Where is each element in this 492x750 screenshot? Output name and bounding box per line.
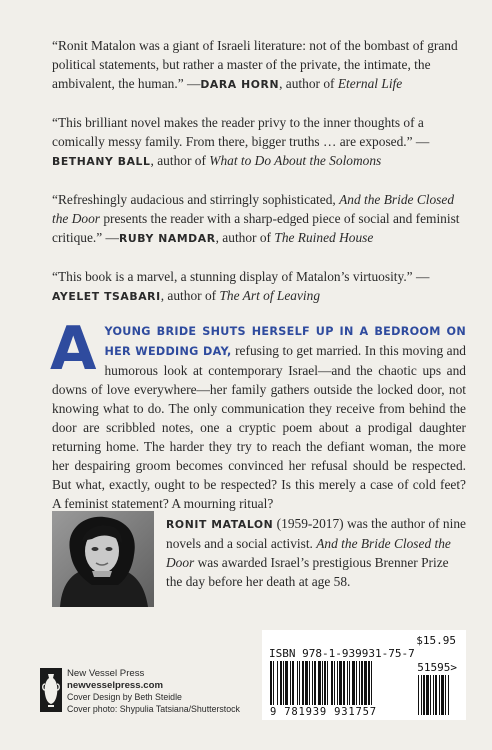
blurb-work-title: Eternal Life: [337, 76, 403, 91]
barcode-bar: [364, 661, 367, 705]
cover-design-credit: Cover Design by Beth Steidle: [67, 692, 182, 702]
barcode-bar: [309, 661, 310, 705]
author-photo: [52, 511, 154, 607]
barcode-bar: [292, 661, 294, 705]
description-lead: YOUNG BRIDE SHUTS HERSELF UP IN A BEDROOM ON HER WEDDING DAY,: [104, 325, 466, 358]
bio-book-title: And the Bride Closed the Door: [166, 536, 451, 570]
barcode-bar: [352, 661, 355, 705]
barcode-bar: [339, 661, 342, 705]
barcode-bar: [312, 661, 313, 705]
barcode-bar: [270, 661, 272, 705]
barcode-bar: [334, 661, 335, 705]
barcode-bar: [361, 661, 363, 705]
barcode-isbn: ISBN 978-1-939931-75-7: [269, 647, 415, 660]
bio-author-name: RONIT MATALON: [166, 518, 274, 531]
author-bio: [166, 514, 466, 591]
barcode-bar: [299, 661, 300, 705]
isbn-barcode: [262, 630, 466, 720]
barcode-bar: [285, 661, 288, 705]
barcode-bar: [322, 661, 323, 705]
blurb-quote: “This brilliant novel makes the reader privy to the inner thoughts of a comically messy family. From there, bigger truths … are exposed.” —: [52, 115, 430, 149]
barcode-bar: [283, 661, 284, 705]
blurb-work-title: The Ruined House: [274, 230, 374, 245]
barcode-bar: [331, 661, 333, 705]
blurb-suffix: , author of: [279, 76, 338, 91]
drop-cap: A: [50, 314, 97, 384]
barcode-bar: [371, 661, 372, 705]
barcode-bar: [368, 661, 370, 705]
barcode-bar: [337, 661, 338, 705]
barcode-bar: [343, 661, 345, 705]
barcode-bar: [302, 661, 304, 705]
barcode-bar: [359, 661, 360, 705]
blurb-suffix: , author of: [160, 288, 220, 303]
barcode-bar: [347, 661, 348, 705]
publisher-name: New Vessel Press: [67, 668, 145, 679]
book-description: [50, 314, 466, 513]
bio-text: (1959-2017) was the author of nine novels and a social activist.: [166, 516, 466, 551]
barcode-bar: [448, 675, 449, 715]
blurb-author: BETHANY BALL: [52, 155, 151, 168]
barcode-bar: [297, 661, 298, 705]
blurb-quote: “Ronit Matalon was a giant of Israeli literature: not of the bombast of grand political statements, but rather a master of the private, the intimate, the ambivalent, the human.” —: [52, 38, 458, 91]
bio-text-end: was awarded Israel’s prestigious Brenner Prize the day before her death at age 58.: [166, 555, 449, 589]
blurb-work-title: The Art of Leaving: [219, 288, 321, 303]
publisher-url: newvesselpress.com: [67, 680, 163, 691]
barcode-bar: [423, 675, 425, 715]
barcode-bar: [421, 675, 422, 715]
blurb-work-title: What to Do About the Solomons: [209, 153, 382, 168]
publisher-text: [67, 668, 257, 715]
barcode-bar: [426, 675, 429, 715]
blurb-author: DARA HORN: [200, 78, 280, 91]
barcode-bar: [324, 661, 326, 705]
description-body: refusing to get married. In this moving and humorous look at contemporary Israel—and the chaotic ups and downs of love everywhere—her family gathers outside the locked door, not knowing what to do. The only communication they receive from behind the door are scribbled notes, one a cryptic poem about a prodigal daughter returning home. The harder they try to reach the defiant woman, the more her despairing groom becomes convinced her refusal should be respected. But what, exactly, ought to be respected? Is this merely a case of cold feet? A feminist statement? A mourning ritual?: [52, 343, 466, 511]
barcode-bar: [439, 675, 440, 715]
blurb-bethany-ball: [52, 113, 464, 171]
blurb-quote: “Refreshingly audacious and stirringly sophisticated,: [52, 192, 340, 207]
barcode-bar: [318, 661, 321, 705]
barcode-bar: [441, 675, 444, 715]
barcode-bar: [418, 675, 419, 715]
blurb-suffix: , author of: [150, 153, 210, 168]
blurb-quote-book-title: And the Bride Closed the Door: [52, 192, 455, 226]
barcode-bar: [273, 661, 274, 705]
blurb-ayelet-tsabari: [52, 267, 464, 306]
barcode-price: $15.95: [416, 634, 456, 647]
praise-section: [52, 36, 464, 325]
barcode-bar: [430, 675, 431, 715]
blurb-ruby-namdar: [52, 190, 464, 248]
barcode-bar: [305, 661, 308, 705]
blurb-author: RUBY NAMDAR: [118, 232, 216, 245]
barcode-price-code: 51595>: [417, 661, 457, 674]
blurb-quote: “This book is a marvel, a stunning display of Matalon’s virtuosity.” —: [52, 269, 430, 284]
blurb-suffix: , author of: [215, 230, 275, 245]
barcode-bar: [327, 661, 328, 705]
barcode-bar: [314, 661, 316, 705]
blurb-author: AYELET TSABARI: [52, 290, 161, 303]
barcode-bar: [445, 675, 446, 715]
blurb-quote-end: presents the reader with a sharp-edged piece of social and feminist critique.” —: [52, 211, 460, 245]
barcode-bar: [435, 675, 437, 715]
barcode-bar: [433, 675, 434, 715]
vessel-logo-icon: [40, 668, 62, 712]
barcode-bar: [280, 661, 282, 705]
barcode-bar: [356, 661, 357, 705]
author-portrait-image: [52, 511, 154, 607]
barcode-bar: [277, 661, 278, 705]
barcode-bar: [290, 661, 291, 705]
barcode-ean: 9 781939 931757: [270, 706, 377, 718]
barcode-bar: [349, 661, 350, 705]
cover-photo-credit: Cover photo: Shypulia Tatsiana/Shutterstock: [67, 703, 240, 714]
blurb-dara-horn: [52, 36, 464, 94]
